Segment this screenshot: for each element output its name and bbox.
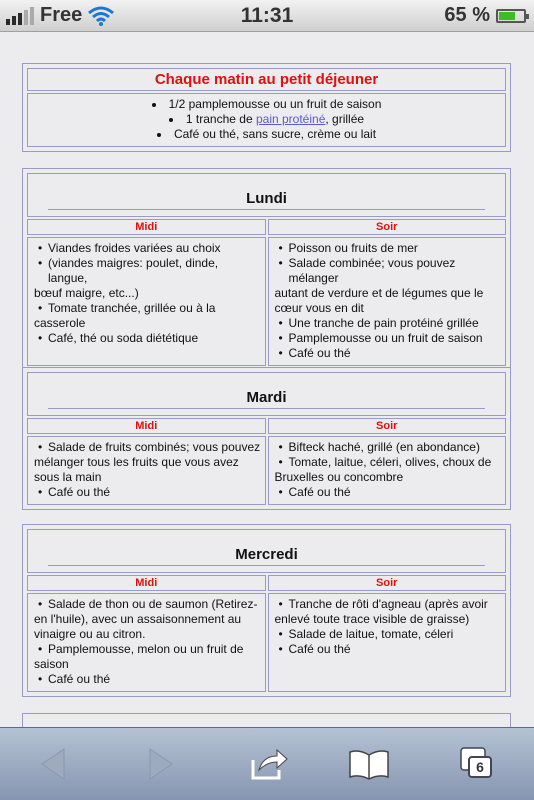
day-card (22, 168, 511, 371)
day-title (27, 529, 506, 573)
soir-header: Soir (268, 219, 507, 235)
midi-item: • (viandes maigres: poulet, dinde, langue, (34, 256, 261, 286)
browser-toolbar (0, 727, 534, 800)
breakfast-title: Chaque matin au petit déjeuner (27, 68, 506, 91)
breakfast-item: • 1 tranche de pain protéiné, grillée (28, 112, 505, 127)
midi-cell (27, 593, 266, 692)
midi-cell (27, 237, 266, 366)
breakfast-list (28, 94, 505, 146)
soir-cell (268, 436, 507, 505)
soir-cell (268, 593, 507, 692)
soir-item: • Café ou thé (275, 346, 502, 361)
battery-icon (496, 9, 526, 23)
soir-header: Soir (268, 418, 507, 434)
midi-item: vinaigre ou au citron. (34, 627, 146, 641)
midi-cell (27, 436, 266, 505)
midi-item: sous la main (34, 470, 102, 484)
battery-percent: 65 % (444, 4, 490, 26)
bookmarks-button[interactable] (344, 742, 394, 786)
carrier-name: Free (40, 4, 83, 26)
day-card (22, 367, 511, 510)
midi-item: • Salade de thon ou de saumon (Retirez- (34, 597, 261, 612)
soir-item: • Tomate, laitue, céleri, olives, choux de (275, 455, 502, 470)
midi-item: mélanger tous les fruits que vous avez (34, 455, 239, 469)
breakfast-item: • 1/2 pamplemousse ou un fruit de saison (28, 97, 505, 112)
midi-item: • Café ou thé (34, 672, 261, 687)
soir-item: enlevé toute trace visible de graisse) (274, 612, 470, 626)
next-day-card (22, 713, 511, 727)
day-title (27, 173, 506, 217)
midi-item: bœuf maigre, etc...) (34, 286, 139, 300)
pain-proteine-link[interactable]: pain protéiné (255, 112, 326, 126)
status-bar (0, 0, 534, 32)
clock: 11:31 (240, 4, 294, 27)
midi-item: • Tomate tranchée, grillée ou à la (34, 301, 261, 316)
midi-item: • Viandes froides variées au choix (34, 241, 261, 256)
day-name: Mardi (246, 389, 287, 406)
tabs-button[interactable] (452, 742, 502, 786)
forward-icon (146, 747, 176, 781)
midi-item: • Pamplemousse, melon ou un fruit de (34, 642, 261, 657)
midi-item: casserole (34, 316, 86, 330)
soir-item: • Une tranche de pain protéiné grillée (275, 316, 502, 331)
soir-item: • Café ou thé (275, 642, 502, 657)
day-name: Lundi (246, 190, 287, 207)
share-button[interactable] (244, 742, 294, 786)
midi-header: Midi (27, 575, 266, 591)
battery-area (444, 4, 526, 27)
midi-item: en l'huile), avec un assaisonnement au (34, 612, 242, 626)
forward-button[interactable] (136, 742, 186, 786)
soir-item: autant de verdure et de légumes que le (274, 286, 484, 300)
soir-item: Bruxelles ou concombre (274, 470, 404, 484)
soir-item: cœur vous en dit (274, 301, 364, 315)
day-title (27, 372, 506, 416)
breakfast-item: • Café ou thé, sans sucre, crème ou lait (28, 127, 505, 142)
soir-cell (268, 237, 507, 366)
back-button[interactable] (28, 742, 78, 786)
midi-item: saison (34, 657, 69, 671)
soir-item: • Salade combinée; vous pouvez mélanger (275, 256, 502, 286)
day-name: Mercredi (235, 546, 298, 563)
soir-item: • Bifteck haché, grillé (en abondance) (275, 440, 502, 455)
day-card (22, 524, 511, 697)
midi-item: • Café, thé ou soda diététique (34, 331, 261, 346)
bookmarks-icon (347, 747, 391, 781)
midi-header: Midi (27, 219, 266, 235)
back-icon (38, 747, 68, 781)
breakfast-card (22, 63, 511, 152)
soir-item: • Pamplemousse ou un fruit de saison (275, 331, 502, 346)
soir-item: • Salade de laitue, tomate, céleri (275, 627, 502, 642)
midi-item: • Salade de fruits combinés; vous pouvez (34, 440, 261, 455)
soir-item: • Poisson ou fruits de mer (275, 241, 502, 256)
midi-item: • Café ou thé (34, 485, 261, 500)
tabs-count: 6 (468, 756, 492, 778)
soir-header: Soir (268, 575, 507, 591)
web-content[interactable] (0, 33, 534, 727)
soir-item: • Tranche de rôti d'agneau (après avoir (275, 597, 502, 612)
midi-header: Midi (27, 418, 266, 434)
soir-item: • Café ou thé (275, 485, 502, 500)
share-icon (249, 746, 289, 782)
